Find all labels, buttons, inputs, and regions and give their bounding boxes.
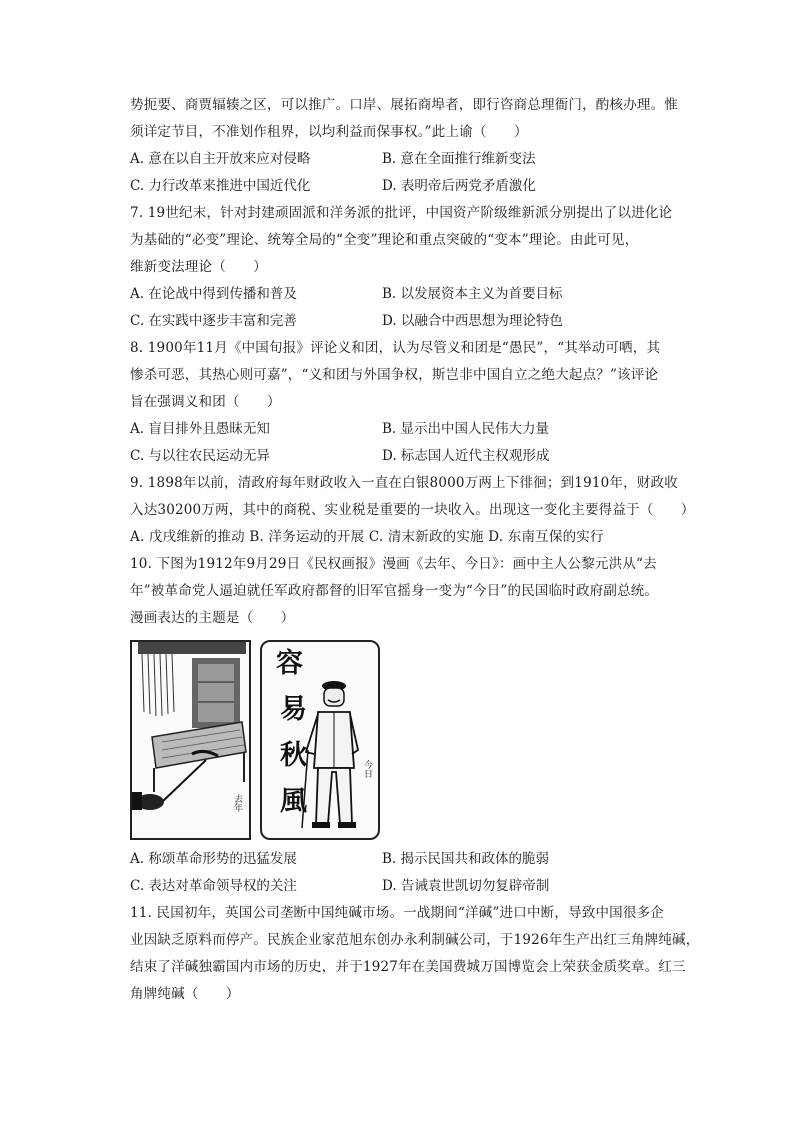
question-8-options <box>130 416 670 470</box>
option-b: B. 显示出中国人民伟大力量 <box>382 421 550 437</box>
text-line: 8. 1900年11月《中国旬报》评论义和团，认为尽管义和团是“愚民”，“其举动可哂，其 <box>130 340 661 356</box>
text-line: 入达30200万两，其中的商税、实业税是重要的一块收入。出现这一变化主要得益于（ ） <box>130 502 695 518</box>
right-panel-caption: 今日 <box>362 760 372 778</box>
question-7-stem <box>130 200 673 281</box>
question-10-stem <box>130 551 670 632</box>
question-11-stem <box>130 900 700 1008</box>
text-line: 势扼要、商贾辐辏之区，可以推广。口岸、展拓商埠者，即行咨商总理衙门，酌核办理。惟 <box>130 97 678 113</box>
text-line: 9. 1898年以前，清政府每年财政收入一直在白银8000万两上下徘徊；到1910年，财政收 <box>130 475 678 491</box>
text-line: 11. 民国初年，英国公司垄断中国纯碱市场。一战期间“洋碱”进口中断，导致中国很多企 <box>130 905 664 921</box>
text-line: 10. 下图为1912年9月29日《民权画报》漫画《去年、今日》：画中主人公黎元洪从“去 <box>130 556 657 572</box>
left-panel-caption: 去年 <box>232 794 242 812</box>
cartoon-right-panel <box>260 640 380 840</box>
option-c: C. 力行改革来推进中国近代化 <box>130 178 311 194</box>
cartoon-figure <box>130 636 670 842</box>
option-c: C. 与以往农民运动无异 <box>130 448 270 464</box>
question-9 <box>130 470 695 551</box>
text-line: 为基础的“必变”理论、统筹全局的“全变”理论和重点突破的“变本”理论。由此可见， <box>130 232 639 248</box>
option-d: D. 以融合中西思想为理论特色 <box>382 313 563 329</box>
option-d: D. 告诫袁世凯切勿复辟帝制 <box>382 878 550 894</box>
text-line: 旨在强调义和团（ ） <box>130 394 281 410</box>
option-d: D. 标志国人近代主权观形成 <box>382 448 550 464</box>
cartoon-left-panel <box>130 640 251 840</box>
cartoon-title-char: 秋 <box>280 740 307 771</box>
cartoon-title-char: 容 <box>276 648 303 679</box>
text-line: 年”被革命党人逼迫就任军政府都督的旧军官摇身一变为“今日”的民国临时政府副总统。 <box>130 583 659 599</box>
text-line: 7. 19世纪末，针对封建顽固派和洋务派的批评，中国资产阶级维新派分别提出了以进化论 <box>130 205 673 221</box>
question-8-stem <box>130 335 670 416</box>
text-line: 惨杀可恶，其热心则可嘉”，“义和团与外国争权，斯岂非中国自立之绝大起点？”该评论 <box>130 367 659 383</box>
option-b: B. 以发展资本主义为首要目标 <box>382 286 563 302</box>
question-6-stem-end <box>130 92 678 146</box>
question-6-options <box>130 146 670 200</box>
question-9-options: A. 戊戌维新的推动 B. 洋务运动的开展 C. 清末新政的实施 D. 东南互保的实行 <box>130 529 604 545</box>
text-line: 业因缺乏原料而停产。民族企业家范旭东创办永利制碱公司，于1926年生产出红三角牌纯碱， <box>130 932 700 948</box>
text-line: 角牌纯碱（ ） <box>130 986 240 1002</box>
option-a: A. 盲目排外且愚昧无知 <box>130 421 270 437</box>
option-a: A. 意在以自主开放来应对侵略 <box>130 151 311 167</box>
option-b: B. 揭示民国共和政体的脆弱 <box>382 851 550 867</box>
text-line: 结束了洋碱独霸国内市场的历史，并于1927年在美国费城万国博览会上荣获金质奖章。红三 <box>130 959 686 975</box>
exam-page <box>130 92 700 1008</box>
option-c: C. 表达对革命领导权的关注 <box>130 878 297 894</box>
text-line: 须详定节目，不准划作租界，以均利益而保事权。”此上谕（ ） <box>130 124 528 140</box>
option-a: A. 称颂革命形势的迅猛发展 <box>130 851 297 867</box>
cartoon-title-char: 風 <box>280 786 307 817</box>
cartoon-title-char: 易 <box>280 694 307 725</box>
option-a: A. 在论战中得到传播和普及 <box>130 286 297 302</box>
option-d: D. 表明帝后两党矛盾激化 <box>382 178 536 194</box>
question-10-options <box>130 846 670 900</box>
option-c: C. 在实践中逐步丰富和完善 <box>130 313 297 329</box>
text-line: 维新变法理论（ ） <box>130 259 267 275</box>
option-b: B. 意在全面推行维新变法 <box>382 151 536 167</box>
text-line: 漫画表达的主题是（ ） <box>130 610 295 626</box>
question-7-options <box>130 281 670 335</box>
